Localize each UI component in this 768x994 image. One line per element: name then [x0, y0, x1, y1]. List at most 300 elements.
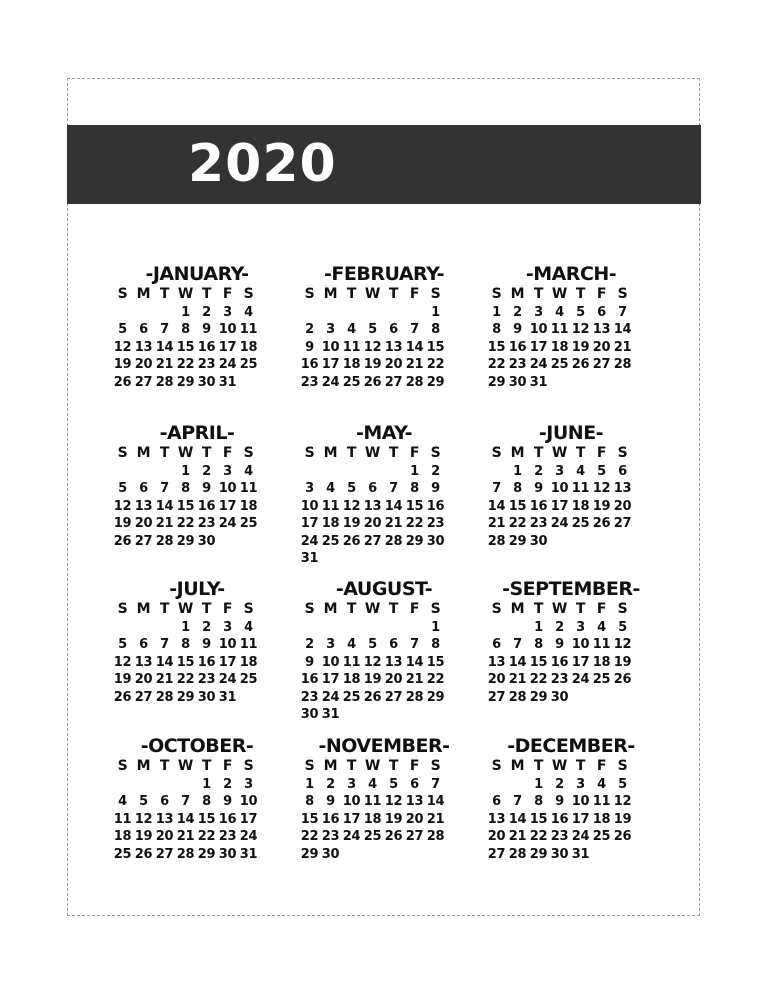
day-cell: 11 [342, 654, 361, 670]
day-cell: 25 [342, 689, 361, 705]
day-cell: 11 [550, 322, 569, 337]
day-cell: 27 [155, 846, 174, 862]
weekday-header: S [430, 601, 441, 617]
day-cell: 22 [176, 357, 195, 372]
day-cell: 30 [218, 846, 237, 862]
year-title: 2020 [188, 134, 337, 194]
day-cell: 15 [197, 811, 216, 827]
day-cell: 26 [613, 672, 632, 687]
day-cell: 23 [300, 689, 319, 705]
day-cell: 6 [139, 637, 148, 652]
day-cell: 30 [197, 689, 216, 705]
day-cell: 25 [363, 829, 382, 844]
day-cell: 14 [426, 794, 445, 809]
day-cell: 17 [218, 339, 237, 355]
day-cell: 1 [431, 304, 440, 320]
day-cell: 10 [321, 654, 340, 670]
weekday-header: S [430, 445, 441, 461]
day-cell: 19 [613, 811, 632, 827]
day-cell: 8 [534, 794, 543, 809]
day-cell: 21 [426, 811, 445, 827]
day-cell: 20 [384, 357, 403, 372]
weekday-header: S [243, 445, 254, 461]
day-cell: 3 [534, 304, 543, 320]
weekday-header: T [388, 445, 399, 461]
empty-day [383, 304, 404, 322]
empty-day [133, 304, 154, 322]
day-cell: 19 [571, 339, 590, 355]
day-cell: 8 [431, 637, 440, 652]
day-cell: 7 [160, 481, 169, 496]
day-cell: 5 [139, 794, 148, 809]
weekday-header: S [304, 445, 315, 461]
day-cell: 28 [426, 829, 445, 844]
weekday-header: W [364, 758, 381, 774]
day-cell: 22 [300, 829, 319, 844]
day-cell: 30 [550, 846, 569, 862]
empty-day [507, 619, 528, 637]
day-cell: 21 [384, 516, 403, 531]
day-cell: 14 [155, 498, 174, 514]
day-cell: 8 [492, 322, 501, 337]
day-cell: 7 [618, 304, 627, 320]
day-cell: 26 [363, 374, 382, 390]
day-cell: 21 [155, 672, 174, 687]
day-cell: 16 [197, 498, 216, 514]
day-cell: 31 [218, 374, 237, 390]
day-cell: 18 [321, 516, 340, 531]
weekday-header: T [159, 445, 170, 461]
day-cell: 14 [613, 322, 632, 337]
day-cell: 11 [571, 481, 590, 496]
day-cell: 25 [113, 846, 132, 862]
day-cell: 9 [305, 339, 314, 355]
day-cell: 10 [321, 339, 340, 355]
day-cell: 27 [487, 689, 506, 705]
month-january [112, 262, 282, 391]
day-cell: 14 [384, 498, 403, 514]
day-cell: 3 [347, 776, 356, 792]
day-cell: 28 [508, 846, 527, 862]
day-cell: 29 [197, 846, 216, 862]
day-cell: 8 [181, 322, 190, 337]
day-cell: 18 [363, 811, 382, 827]
day-cell: 5 [576, 304, 585, 320]
day-cell: 23 [550, 672, 569, 687]
day-cell: 27 [134, 533, 153, 549]
day-cell: 30 [426, 533, 445, 549]
day-cell: 12 [342, 498, 361, 514]
empty-day [320, 463, 341, 481]
month-september [486, 577, 656, 706]
month-name: -AUGUST- [335, 578, 433, 600]
day-cell: 26 [571, 357, 590, 372]
empty-day [507, 776, 528, 794]
day-cell: 6 [492, 637, 501, 652]
empty-day [299, 619, 320, 637]
weekday-header: F [596, 286, 607, 302]
day-cell: 1 [534, 619, 543, 635]
day-cell: 18 [592, 654, 611, 670]
day-cell: 18 [592, 811, 611, 827]
month-june [486, 421, 656, 550]
day-cell: 20 [134, 672, 153, 687]
day-cell: 16 [321, 811, 340, 827]
weekday-header: M [510, 445, 525, 461]
day-cell: 30 [197, 374, 216, 390]
day-cell: 12 [113, 654, 132, 670]
day-cell: 7 [492, 481, 501, 496]
day-cell: 13 [405, 794, 424, 809]
day-cell: 15 [176, 498, 195, 514]
day-cell: 29 [300, 846, 319, 862]
day-cell: 17 [550, 498, 569, 514]
day-cell: 7 [410, 322, 419, 337]
empty-day [112, 463, 133, 481]
month-july [112, 577, 282, 706]
weekday-header: T [201, 601, 212, 617]
weekday-header: F [409, 758, 420, 774]
month-grid [299, 601, 469, 724]
weekday-header: F [596, 445, 607, 461]
day-cell: 20 [592, 339, 611, 355]
weekday-header: M [510, 286, 525, 302]
day-cell: 15 [508, 498, 527, 514]
day-cell: 22 [529, 672, 548, 687]
day-cell: 17 [529, 339, 548, 355]
weekday-header: S [491, 445, 502, 461]
day-cell: 15 [176, 339, 195, 355]
day-cell: 26 [113, 374, 132, 390]
weekday-header: W [177, 286, 194, 302]
day-cell: 28 [155, 374, 174, 390]
day-cell: 30 [550, 689, 569, 705]
day-cell: 18 [239, 498, 258, 514]
day-cell: 30 [529, 533, 548, 549]
day-cell: 5 [118, 322, 127, 337]
empty-day [404, 619, 425, 637]
weekday-header: W [551, 445, 568, 461]
day-cell: 29 [176, 689, 195, 705]
day-cell: 24 [321, 374, 340, 390]
day-cell: 1 [181, 463, 190, 479]
day-cell: 15 [176, 654, 195, 670]
day-cell: 26 [613, 829, 632, 844]
empty-day [362, 619, 383, 637]
empty-day [341, 619, 362, 637]
day-cell: 8 [513, 481, 522, 496]
day-cell: 14 [405, 339, 424, 355]
empty-day [383, 463, 404, 481]
day-cell: 19 [384, 811, 403, 827]
weekday-header: M [323, 286, 338, 302]
empty-day [299, 463, 320, 481]
day-cell: 7 [160, 637, 169, 652]
weekday-header: W [364, 286, 381, 302]
day-cell: 10 [342, 794, 361, 809]
day-cell: 2 [202, 463, 211, 479]
weekday-header: S [304, 286, 315, 302]
day-cell: 3 [576, 776, 585, 792]
weekday-header: T [388, 601, 399, 617]
day-cell: 29 [426, 374, 445, 390]
day-cell: 12 [134, 811, 153, 827]
weekday-header: W [364, 601, 381, 617]
day-cell: 23 [300, 374, 319, 390]
weekday-header: S [304, 601, 315, 617]
day-cell: 16 [197, 339, 216, 355]
month-name: -MAY- [355, 422, 413, 444]
day-cell: 28 [384, 533, 403, 549]
day-cell: 5 [618, 776, 627, 792]
day-cell: 30 [321, 846, 340, 862]
day-cell: 27 [405, 829, 424, 844]
weekday-header: S [243, 758, 254, 774]
month-grid [299, 445, 469, 568]
day-cell: 19 [592, 498, 611, 514]
empty-day [362, 304, 383, 322]
day-cell: 10 [218, 481, 237, 496]
day-cell: 23 [508, 357, 527, 372]
day-cell: 22 [508, 516, 527, 531]
day-cell: 26 [363, 689, 382, 705]
day-cell: 1 [410, 463, 419, 479]
day-cell: 3 [326, 637, 335, 652]
day-cell: 16 [550, 654, 569, 670]
weekday-header: T [159, 601, 170, 617]
month-name: -NOVEMBER- [318, 735, 450, 757]
day-cell: 5 [368, 322, 377, 337]
day-cell: 17 [321, 672, 340, 687]
empty-day [320, 304, 341, 322]
day-cell: 15 [405, 498, 424, 514]
empty-day [154, 304, 175, 322]
weekday-header: T [346, 445, 357, 461]
day-cell: 9 [326, 794, 335, 809]
day-cell: 13 [613, 481, 632, 496]
day-cell: 22 [529, 829, 548, 844]
empty-day [133, 619, 154, 637]
day-cell: 11 [363, 794, 382, 809]
day-cell: 16 [300, 357, 319, 372]
day-cell: 22 [197, 829, 216, 844]
day-cell: 15 [300, 811, 319, 827]
day-cell: 11 [239, 481, 258, 496]
day-cell: 29 [176, 533, 195, 549]
day-cell: 2 [555, 776, 564, 792]
day-cell: 1 [513, 463, 522, 479]
day-cell: 29 [487, 374, 506, 390]
day-cell: 20 [134, 357, 153, 372]
empty-day [154, 619, 175, 637]
weekday-header: M [136, 286, 151, 302]
day-cell: 9 [202, 322, 211, 337]
weekday-header: T [575, 758, 586, 774]
day-cell: 7 [431, 776, 440, 792]
weekday-header: F [222, 758, 233, 774]
day-cell: 14 [508, 654, 527, 670]
weekday-header: F [596, 601, 607, 617]
day-cell: 28 [613, 357, 632, 372]
month-grid [112, 286, 282, 391]
day-cell: 9 [555, 794, 564, 809]
day-cell: 5 [597, 463, 606, 479]
day-cell: 26 [113, 533, 132, 549]
month-grid [486, 286, 656, 391]
day-cell: 27 [613, 516, 632, 531]
day-cell: 12 [592, 481, 611, 496]
day-cell: 19 [342, 516, 361, 531]
day-cell: 10 [571, 794, 590, 809]
empty-day [154, 463, 175, 481]
day-cell: 13 [134, 498, 153, 514]
empty-day [486, 776, 507, 794]
day-cell: 30 [197, 533, 216, 549]
day-cell: 25 [550, 357, 569, 372]
day-cell: 21 [508, 829, 527, 844]
day-cell: 17 [218, 498, 237, 514]
month-grid [486, 445, 656, 550]
weekday-header: S [617, 445, 628, 461]
day-cell: 25 [592, 829, 611, 844]
day-cell: 16 [529, 498, 548, 514]
day-cell: 13 [487, 654, 506, 670]
day-cell: 19 [113, 357, 132, 372]
day-cell: 11 [239, 322, 258, 337]
day-cell: 24 [571, 829, 590, 844]
day-cell: 22 [426, 357, 445, 372]
day-cell: 15 [426, 339, 445, 355]
day-cell: 19 [363, 357, 382, 372]
day-cell: 19 [363, 672, 382, 687]
day-cell: 9 [534, 481, 543, 496]
day-cell: 5 [368, 637, 377, 652]
day-cell: 24 [321, 689, 340, 705]
weekday-header: T [533, 445, 544, 461]
weekday-header: M [323, 601, 338, 617]
day-cell: 4 [576, 463, 585, 479]
weekday-header: S [491, 286, 502, 302]
day-cell: 7 [181, 794, 190, 809]
day-cell: 17 [342, 811, 361, 827]
day-cell: 7 [513, 794, 522, 809]
day-cell: 23 [426, 516, 445, 531]
day-cell: 31 [321, 707, 340, 722]
day-cell: 1 [431, 619, 440, 635]
weekday-header: F [409, 286, 420, 302]
month-grid [112, 758, 282, 863]
day-cell: 1 [202, 776, 211, 792]
weekday-header: S [117, 601, 128, 617]
day-cell: 9 [431, 481, 440, 496]
day-cell: 3 [244, 776, 253, 792]
weekday-header: W [551, 286, 568, 302]
month-october [112, 734, 282, 863]
day-cell: 21 [405, 672, 424, 687]
day-cell: 5 [389, 776, 398, 792]
day-cell: 28 [176, 846, 195, 862]
day-cell: 6 [160, 794, 169, 809]
weekday-header: M [323, 445, 338, 461]
day-cell: 21 [155, 516, 174, 531]
day-cell: 6 [368, 481, 377, 496]
day-cell: 14 [508, 811, 527, 827]
weekday-header: T [201, 445, 212, 461]
month-name: -OCTOBER- [140, 735, 254, 757]
day-cell: 18 [342, 672, 361, 687]
day-cell: 11 [592, 794, 611, 809]
day-cell: 4 [326, 481, 335, 496]
weekday-header: M [136, 758, 151, 774]
day-cell: 16 [426, 498, 445, 514]
day-cell: 12 [384, 794, 403, 809]
day-cell: 3 [223, 304, 232, 320]
day-cell: 22 [405, 516, 424, 531]
empty-day [341, 463, 362, 481]
day-cell: 18 [550, 339, 569, 355]
empty-day [362, 463, 383, 481]
month-grid [486, 758, 656, 863]
empty-day [112, 776, 133, 794]
weekday-header: M [510, 758, 525, 774]
day-cell: 20 [134, 516, 153, 531]
weekday-header: F [222, 601, 233, 617]
weekday-header: S [243, 601, 254, 617]
weekday-header: T [575, 445, 586, 461]
weekday-header: T [159, 758, 170, 774]
day-cell: 15 [426, 654, 445, 670]
day-cell: 27 [134, 689, 153, 705]
day-cell: 6 [492, 794, 501, 809]
weekday-header: S [491, 601, 502, 617]
day-cell: 26 [134, 846, 153, 862]
day-cell: 19 [113, 672, 132, 687]
day-cell: 5 [618, 619, 627, 635]
day-cell: 11 [321, 498, 340, 514]
day-cell: 4 [347, 637, 356, 652]
day-cell: 4 [244, 619, 253, 635]
day-cell: 25 [239, 357, 258, 372]
month-name: -JANUARY- [145, 263, 249, 285]
weekday-header: S [430, 286, 441, 302]
day-cell: 21 [155, 357, 174, 372]
day-cell: 20 [487, 672, 506, 687]
weekday-header: S [117, 758, 128, 774]
day-cell: 29 [405, 533, 424, 549]
day-cell: 19 [113, 516, 132, 531]
day-cell: 12 [113, 339, 132, 355]
day-cell: 20 [487, 829, 506, 844]
weekday-header: W [177, 601, 194, 617]
weekday-header: T [201, 286, 212, 302]
empty-day [112, 304, 133, 322]
day-cell: 4 [347, 322, 356, 337]
day-cell: 22 [487, 357, 506, 372]
day-cell: 25 [239, 672, 258, 687]
day-cell: 29 [508, 533, 527, 549]
day-cell: 10 [550, 481, 569, 496]
day-cell: 8 [305, 794, 314, 809]
day-cell: 2 [223, 776, 232, 792]
day-cell: 31 [300, 551, 319, 566]
day-cell: 22 [426, 672, 445, 687]
day-cell: 13 [363, 498, 382, 514]
day-cell: 4 [597, 776, 606, 792]
day-cell: 8 [181, 481, 190, 496]
month-grid [486, 601, 656, 706]
day-cell: 26 [342, 533, 361, 549]
day-cell: 27 [363, 533, 382, 549]
